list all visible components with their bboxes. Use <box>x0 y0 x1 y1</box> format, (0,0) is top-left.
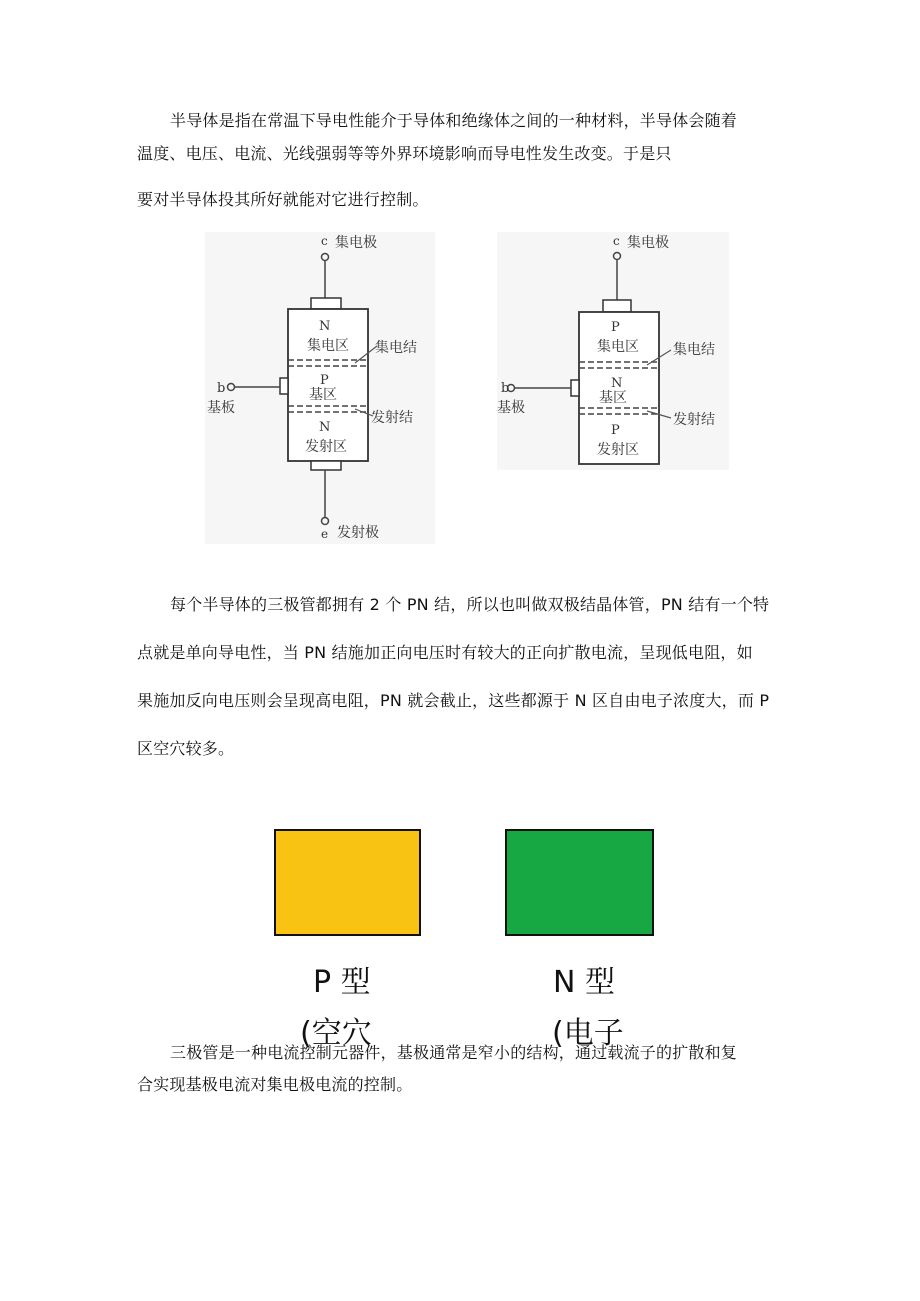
pnp-b-label: b <box>501 381 510 396</box>
pnp-p1-label: P <box>611 320 620 335</box>
outro-line-1: 三极管是一种电流控制元器件，基极通常是窄小的结构，通过载流子的扩散和复 <box>170 1043 738 1062</box>
npn-n1-label: N <box>319 319 331 334</box>
npn-collector-junction-label: 集电结 <box>375 340 417 356</box>
npn-b-label: b <box>217 381 226 396</box>
p-type-subtitle: (空穴 <box>300 1016 372 1051</box>
npn-diagram <box>205 232 435 544</box>
npn-n2-label: N <box>319 420 331 435</box>
npn-p-label: P <box>320 373 329 388</box>
npn-emitter-junction-label: 发射结 <box>371 410 413 426</box>
npn-collector-label: 集电极 <box>335 235 377 251</box>
npn-c-label: c <box>321 234 328 248</box>
pnp-c-label: c <box>613 234 620 248</box>
pnp-diagram <box>497 232 729 470</box>
intro-line-1: 半导体是指在常温下导电性能介于导体和绝缘体之间的一种材料，半导体会随着 <box>170 111 738 130</box>
intro-line-3: 要对半导体投其所好就能对它进行控制。 <box>137 190 429 209</box>
pnp-emitter-junction-label: 发射结 <box>673 412 715 428</box>
npn-collector-region-label: 集电区 <box>307 338 349 354</box>
pnp-n-label: N <box>611 376 623 391</box>
npn-e-label: e <box>321 527 329 541</box>
pnp-collector-label: 集电极 <box>627 235 669 251</box>
pnp-p2-label: P <box>611 423 620 438</box>
pnp-collector-region-label: 集电区 <box>597 339 639 355</box>
pnp-base-region-label: 基区 <box>599 390 627 406</box>
outro-line-2: 合实现基极电流对集电极电流的控制。 <box>137 1075 413 1094</box>
intro-line-2: 温度、电压、电流、光线强弱等等外界环境影响而导电性发生改变。于是只 <box>137 144 672 163</box>
n-type-label: N 型 <box>553 965 615 1000</box>
p-type-swatch <box>274 829 421 936</box>
npn-base-label: 基板 <box>207 400 235 416</box>
pn-line-2: 点就是单向导电性，当 PN 结施加正向电压时有较大的正向扩散电流，呈现低电阻，如 <box>137 643 753 662</box>
npn-base-region-label: 基区 <box>309 387 337 403</box>
npn-emitter-label: 发射极 <box>337 525 379 541</box>
pn-line-1: 每个半导体的三极管都拥有 2 个 PN 结，所以也叫做双极结晶体管，PN 结有一个特 <box>170 595 770 614</box>
n-type-subtitle: (电子 <box>552 1016 624 1051</box>
npn-emitter-region-label: 发射区 <box>305 439 347 455</box>
pnp-emitter-region-label: 发射区 <box>597 442 639 458</box>
p-type-label: P 型 <box>313 965 371 1000</box>
pnp-collector-junction-label: 集电结 <box>673 342 715 358</box>
n-type-swatch <box>505 829 654 936</box>
pn-line-3: 果施加反向电压则会呈现高电阻，PN 就会截止，这些都源于 N 区自由电子浓度大，而 P <box>137 691 770 710</box>
pnp-base-label: 基极 <box>497 400 525 416</box>
pn-line-4: 区空穴较多。 <box>137 739 235 758</box>
